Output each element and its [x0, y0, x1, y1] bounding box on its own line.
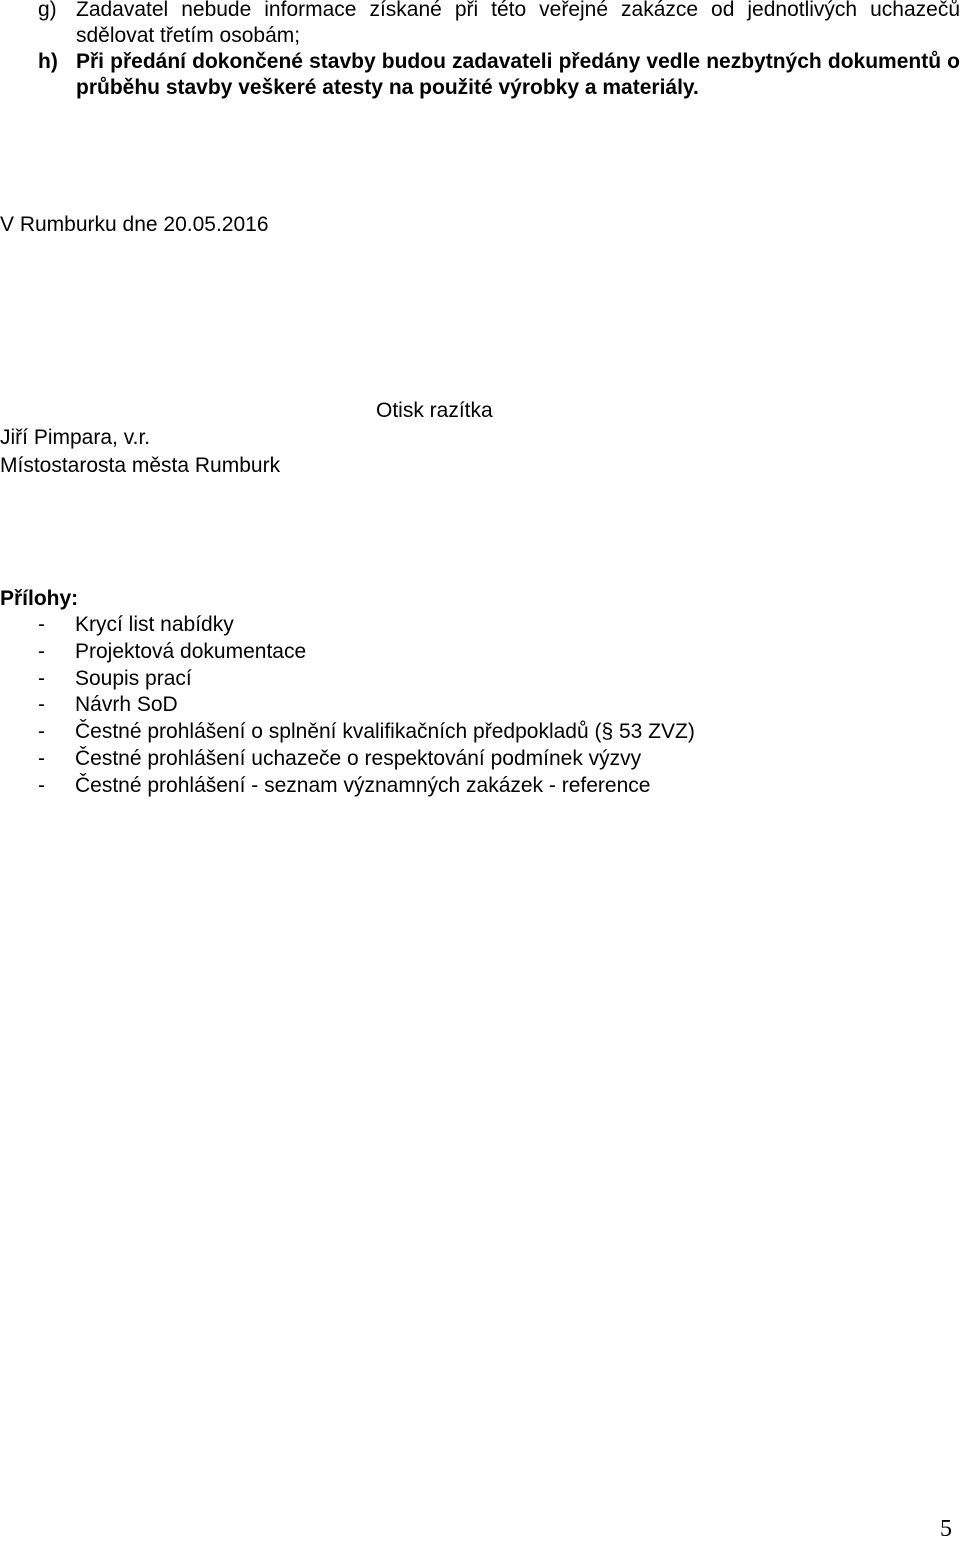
condition-marker: h) [38, 50, 58, 73]
attachment-item [0, 773, 950, 800]
signer-role: Místostarosta města Rumburk [0, 454, 281, 477]
list-bullet: - [38, 613, 45, 636]
page-number: 5 [940, 1516, 952, 1542]
attachment-label: Čestné prohlášení o splnění kvalifikačních předpokladů (§ 53 ZVZ) [75, 720, 695, 744]
attachments-heading: Přílohy: [0, 587, 79, 610]
condition-text: Při předání dokončené stavby budou zadavateli předány vedle nezbytných dokumentů o průběhu stavby veškeré atesty na použité výrobky a materiály. [76, 50, 960, 99]
list-bullet: - [38, 666, 45, 690]
attachment-label: Čestné prohlášení uchazeče o respektování podmínek výzvy [75, 746, 642, 770]
condition-item-g [38, 0, 960, 49]
attachment-label: Návrh SoD [75, 693, 178, 717]
list-bullet: - [38, 693, 45, 717]
attachment-item [0, 746, 950, 773]
attachment-label: Projektová dokumentace [75, 639, 307, 663]
attachment-item [0, 612, 950, 639]
attachment-item [0, 719, 950, 746]
attachment-item [0, 692, 950, 719]
attachment-item [0, 639, 950, 666]
attachment-label: Krycí list nabídky [75, 613, 234, 636]
list-bullet: - [38, 639, 45, 663]
stamp-label: Otisk razítka [376, 399, 493, 422]
attachment-label: Soupis prací [75, 666, 192, 690]
condition-item-h [38, 49, 960, 101]
attachments-list [0, 612, 950, 800]
condition-text: Zadavatel nebude informace získané při této veřejné zakázce od jednotlivých uchazečů sdělovat třetím osobám; [76, 0, 960, 47]
signer-name: Jiří Pimpara, v.r. [0, 426, 151, 449]
list-bullet: - [38, 720, 45, 744]
list-bullet: - [38, 746, 45, 770]
condition-marker: g) [38, 0, 57, 21]
place-and-date: V Rumburku dne 20.05.2016 [0, 213, 269, 236]
attachment-label: Čestné prohlášení - seznam významných zakázek - reference [75, 773, 651, 797]
attachment-item [0, 666, 950, 693]
list-bullet: - [38, 773, 45, 797]
